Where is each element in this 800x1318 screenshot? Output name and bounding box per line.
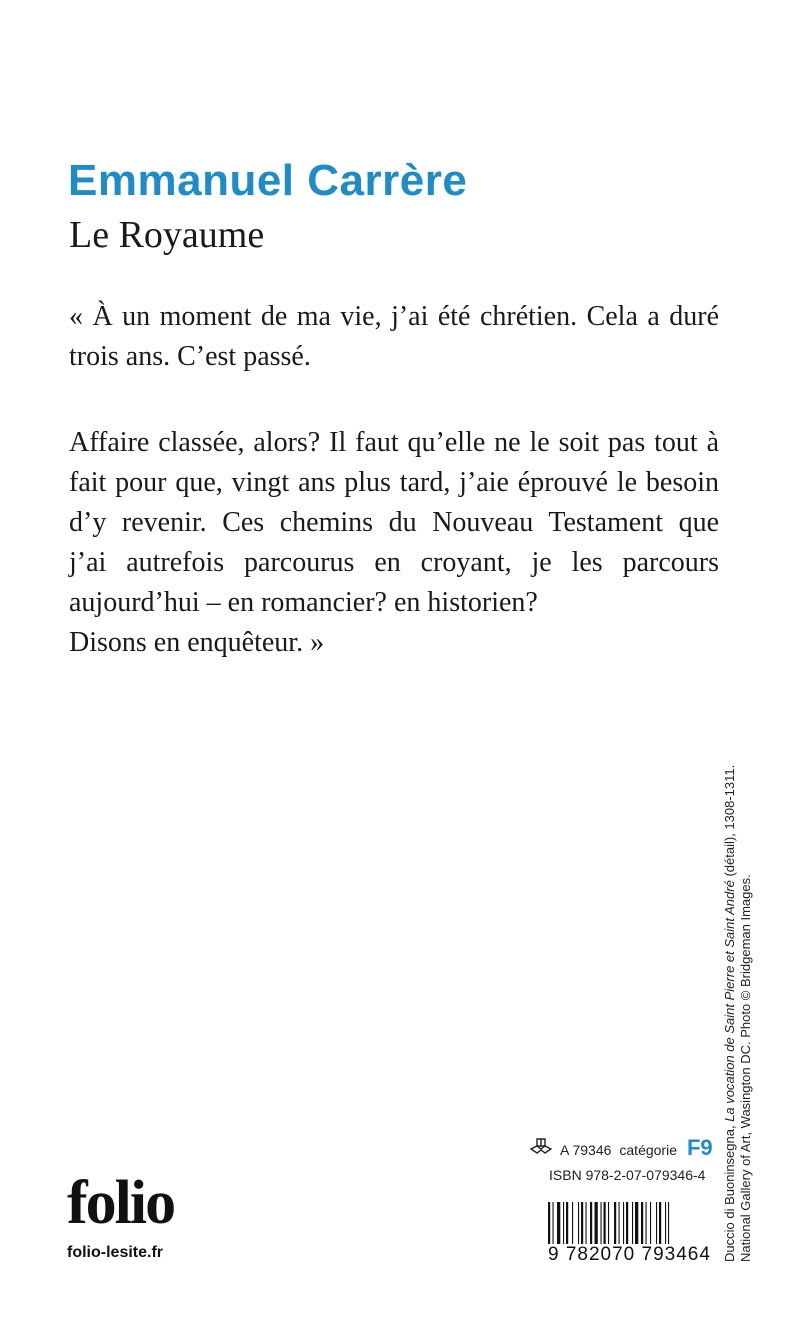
barcode-bar <box>586 1202 587 1246</box>
barcode-bar <box>578 1202 579 1246</box>
barcode-bar <box>581 1202 583 1246</box>
barcode-bar <box>665 1202 666 1246</box>
category-code: F9 <box>686 1135 713 1160</box>
credit-line-2: National Gallery of Art, Wasington DC. Photo © Bridgeman Images. <box>738 874 753 1262</box>
barcode-bar <box>572 1202 573 1246</box>
barcode-bar <box>595 1202 598 1246</box>
blurb-line: « À un moment de ma vie, j’ai été chrétien. Cela a duré <box>69 301 719 332</box>
blurb-line: Disons en enquêteur. » <box>69 627 325 658</box>
barcode-bar <box>646 1202 647 1246</box>
barcode-bar <box>623 1202 624 1246</box>
book-title: Le Royaume <box>69 214 265 256</box>
credit-line-1: Duccio di Buoninsegna, La vocation de Saint Pierre et Saint André (détail), 1308-1311. <box>722 764 737 1262</box>
folio-logo: folio <box>67 1169 175 1237</box>
barcode-bar <box>566 1202 568 1246</box>
category-row <box>530 1135 713 1161</box>
blurb-line: j’ai autrefois parcourus en croyant, je les parcours <box>69 547 719 578</box>
blurb-paragraph-1 <box>69 297 719 377</box>
blurb-paragraph-2 <box>69 423 719 663</box>
isbn: ISBN 978-2-07-079346-4 <box>549 1167 706 1183</box>
blurb-line: fait pour que, vingt ans plus tard, j’aie éprouvé le besoin <box>69 467 719 498</box>
reference-number: A 79346 <box>560 1142 612 1158</box>
barcode-bar <box>557 1202 560 1246</box>
barcode-bar <box>650 1202 651 1246</box>
barcode-bar <box>656 1202 657 1246</box>
barcode-bar <box>608 1202 609 1246</box>
barcode-bar <box>590 1202 592 1246</box>
blurb-line: d’y revenir. Ces chemins du Nouveau Testament que <box>69 507 719 538</box>
barcode-bar <box>614 1202 616 1246</box>
image-credit <box>722 764 754 1262</box>
blurb-line: aujourd’hui – en romancier? en historien? <box>69 587 538 618</box>
blurb-line: trois ans. C’est passé. <box>69 341 311 372</box>
barcode-bar <box>548 1202 550 1246</box>
blurb-line: Affaire classée, alors? Il faut qu’elle ne le soit pas tout à <box>69 427 719 458</box>
barcode-bar <box>632 1202 633 1246</box>
barcode-bar <box>601 1202 602 1246</box>
author-name: Emmanuel Carrère <box>68 156 468 205</box>
publisher-website: folio-lesite.fr <box>67 1244 164 1261</box>
barcode-bar <box>668 1202 669 1246</box>
barcode-bar <box>563 1202 564 1246</box>
barcode-bar <box>619 1202 620 1246</box>
category-label: catégorie <box>619 1142 677 1158</box>
barcode-bar <box>626 1202 628 1246</box>
barcode-bar <box>635 1202 638 1246</box>
barcode-bar <box>604 1202 606 1246</box>
barcode-bar <box>553 1202 554 1246</box>
barcode-digits: 9 782070 793464 <box>546 1244 722 1266</box>
three-books-icon <box>530 1137 552 1155</box>
barcode-bar <box>641 1202 643 1246</box>
barcode-bar <box>659 1202 661 1246</box>
